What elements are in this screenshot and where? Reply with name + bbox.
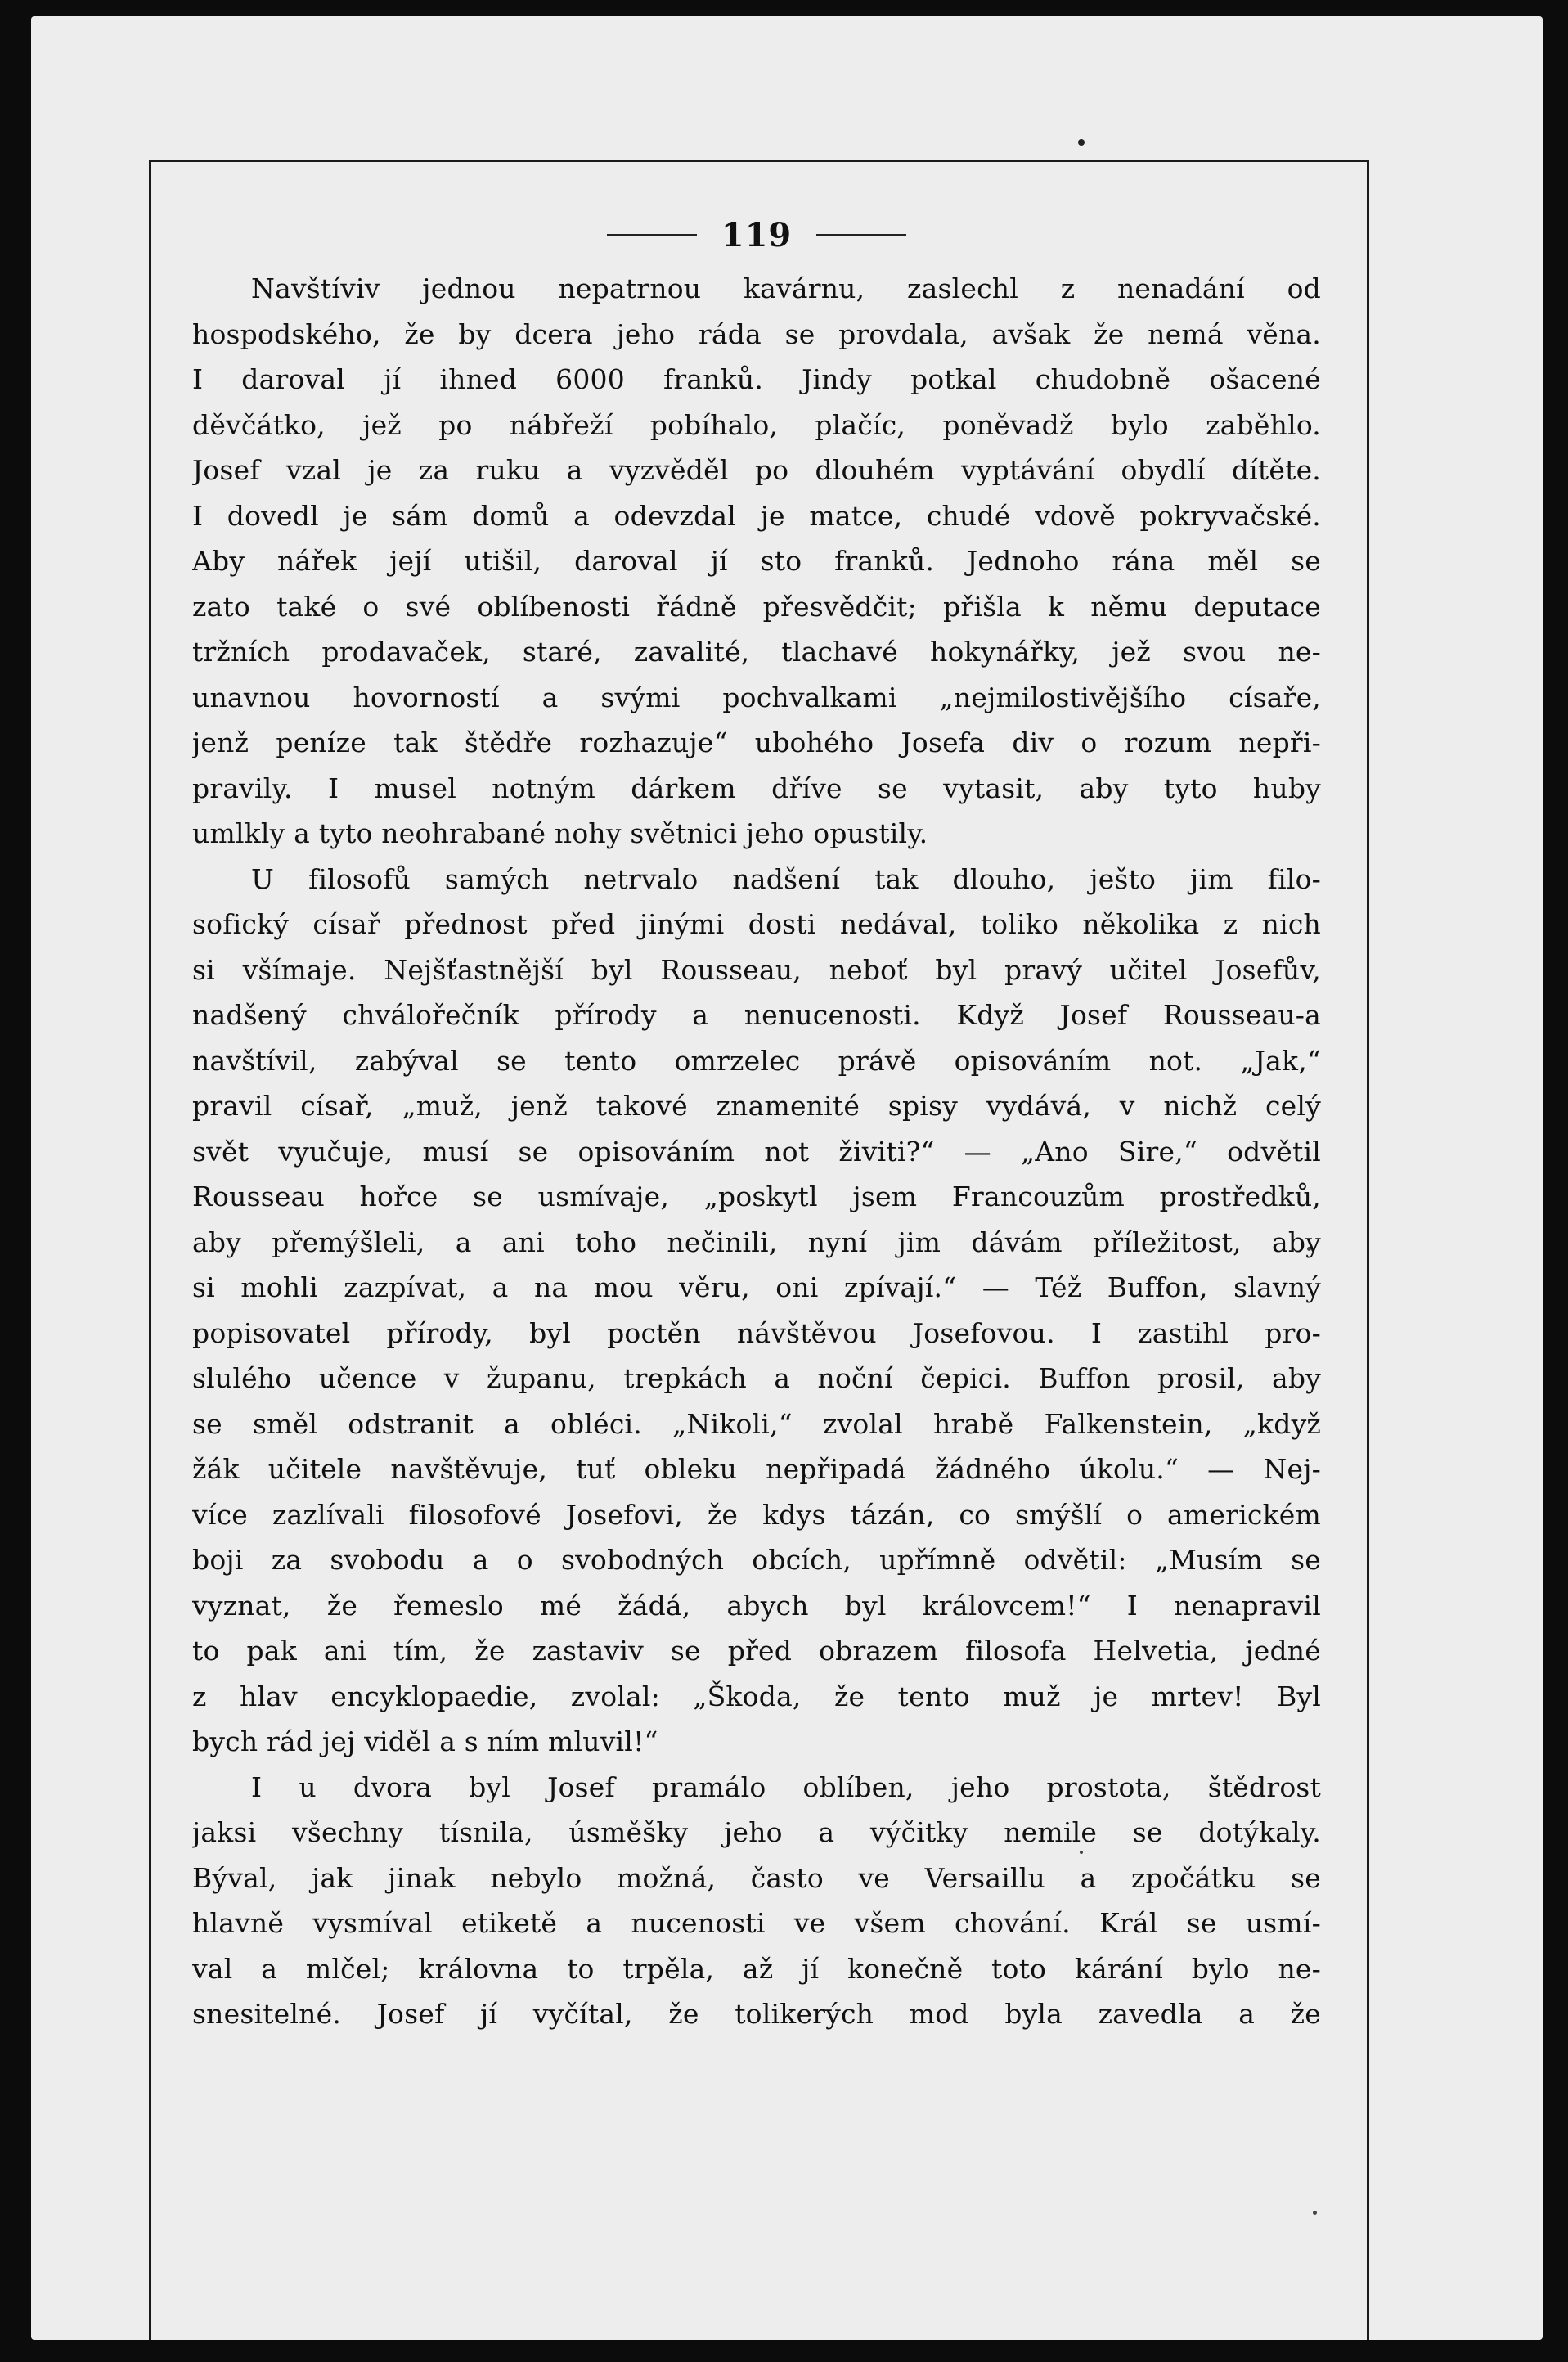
text-line: aby přemýšleli, a ani toho nečinili, nyní jim dávám příležitost, aby xyxy=(192,1226,1321,1258)
text-line: unavnou hovorností a svými pochvalkami „nejmilostivějšího císaře, xyxy=(192,681,1321,713)
text-line: bych rád jej viděl a s ním mluvil!“ xyxy=(192,1725,658,1757)
frame-line-right xyxy=(1367,160,1369,2340)
paragraph-1 xyxy=(192,266,1321,857)
paragraph-3 xyxy=(192,1765,1321,2037)
text-line: si mohli zazpívat, a na mou věru, oni zpívají.“ — Též Buffon, slavný xyxy=(192,1271,1321,1303)
text-line: Rousseau hořce se usmívaje, „poskytl jsem Francouzům prostředků, xyxy=(192,1181,1321,1212)
text-line: nadšený chválořečník přírody a nenucenosti. Když Josef Rousseau-a xyxy=(192,999,1321,1031)
text-line: více zazlívali filosofové Josefovi, že kdys tázán, co smýšlí o americkém xyxy=(192,1498,1321,1531)
text-line: snesitelné. Josef jí vyčítal, že tolikerých mod byla zavedla a že xyxy=(192,1998,1321,2030)
text-line: I daroval jí ihned 6000 franků. Jindy potkal chudobně ošacené xyxy=(192,363,1321,395)
text-line: tržních prodavaček, staré, zavalité, tlachavé hokynářky, jež svou ne- xyxy=(192,636,1321,668)
text-line: to pak ani tím, že zastaviv se před obrazem filosofa Helvetia, jedné xyxy=(192,1635,1321,1667)
text-line: žák učitele navštěvuje, tuť obleku nepřipadá žádného úkolu.“ — Nej- xyxy=(192,1453,1321,1485)
text-line: popisovatel přírody, byl poctěn návštěvou Josefovou. I zastihl pro- xyxy=(192,1316,1321,1349)
text-line: z hlav encyklopaedie, zvolal: „Škoda, že tento muž je mrtev! Byl xyxy=(192,1680,1321,1712)
text-line: děvčátko, jež po nábřeží pobíhalo, plačíc, poněvadž bylo zaběhlo. xyxy=(192,408,1321,441)
text-line: svět vyučuje, musí se opisováním not živiti?“ — „Ano Sire,“ odvětil xyxy=(192,1135,1321,1168)
text-line: navštívil, zabýval se tento omrzelec právě opisováním not. „Jak,“ xyxy=(192,1044,1321,1077)
text-line: jenž peníze tak štědře rozhazuje“ ubohého Josefa div o rozum nepři- xyxy=(192,727,1321,758)
page-text-block xyxy=(192,209,1321,2037)
text-line: slulého učence v županu, trepkách a noční čepici. Buffon prosil, aby xyxy=(192,1362,1321,1394)
ink-speck xyxy=(1313,2211,1317,2215)
ink-dot xyxy=(1078,139,1085,146)
text-line: pravil císař, „muž, jenž takové znamenité spisy vydává, v nichž celý xyxy=(192,1090,1321,1122)
page-header xyxy=(192,209,1321,261)
text-line: Býval, jak jinak nebylo možná, často ve Versaillu a zpočátku se xyxy=(192,1861,1321,1894)
text-line: pravily. I musel notným dárkem dříve se vytasit, aby tyto huby xyxy=(192,772,1321,804)
text-line: zato také o své oblíbenosti řádně přesvědčit; přišla k němu deputace xyxy=(192,590,1321,623)
text-line: vyznat, že řemeslo mé žádá, abych byl královcem!“ I nenapravil xyxy=(192,1589,1321,1622)
text-line: Josef vzal je za ruku a vyzvěděl po dlouhém vyptávání obydlí dítěte. xyxy=(192,454,1321,486)
frame-line-top xyxy=(149,160,1369,162)
paragraph-2 xyxy=(192,857,1321,1765)
text-line: Navštíviv jednou nepatrnou kavárnu, zaslechl z nenadání od xyxy=(251,272,1321,304)
text-line: U filosofů samých netrvalo nadšení tak dlouho, ješto jim filo- xyxy=(251,862,1321,895)
text-line: si všímaje. Nejšťastnější byl Rousseau, neboť byl pravý učitel Josefův, xyxy=(192,953,1321,986)
text-line: sofický císař přednost před jinými dosti nedával, toliko několika z nich xyxy=(192,908,1321,940)
text-line: I u dvora byl Josef pramálo oblíben, jeho prostota, štědrost xyxy=(251,1770,1321,1803)
text-line: val a mlčel; královna to trpěla, až jí konečně toto kárání bylo ne- xyxy=(192,1952,1321,1985)
text-line: boji za svobodu a o svobodných obcích, upřímně odvětil: „Musím se xyxy=(192,1544,1321,1576)
text-line: hlavně vysmíval etiketě a nucenosti ve všem chování. Král se usmí- xyxy=(192,1907,1321,1939)
frame-line-left xyxy=(149,160,151,2340)
text-line: se směl odstranit a obléci. „Nikoli,“ zvolal hrabě Falkenstein, „když xyxy=(192,1407,1321,1440)
text-line: jaksi všechny tísnila, úsměšky jeho a výčitky nemile se dotýkaly. xyxy=(192,1816,1321,1848)
text-line: Aby nářek její utišil, daroval jí sto franků. Jednoho rána měl se xyxy=(192,545,1321,577)
page-number: 119 xyxy=(721,215,793,254)
text-line: I dovedl je sám domů a odevzdal je matce, chudé vdově pokryvačské. xyxy=(192,499,1321,532)
header-rule-right xyxy=(816,234,906,236)
text-line: hospodského, že by dcera jeho ráda se provdala, avšak že nemá věna. xyxy=(192,317,1321,350)
header-rule-left xyxy=(607,234,697,236)
text-line: umlkly a tyto neohrabané nohy světnici jeho opustily. xyxy=(192,817,928,849)
